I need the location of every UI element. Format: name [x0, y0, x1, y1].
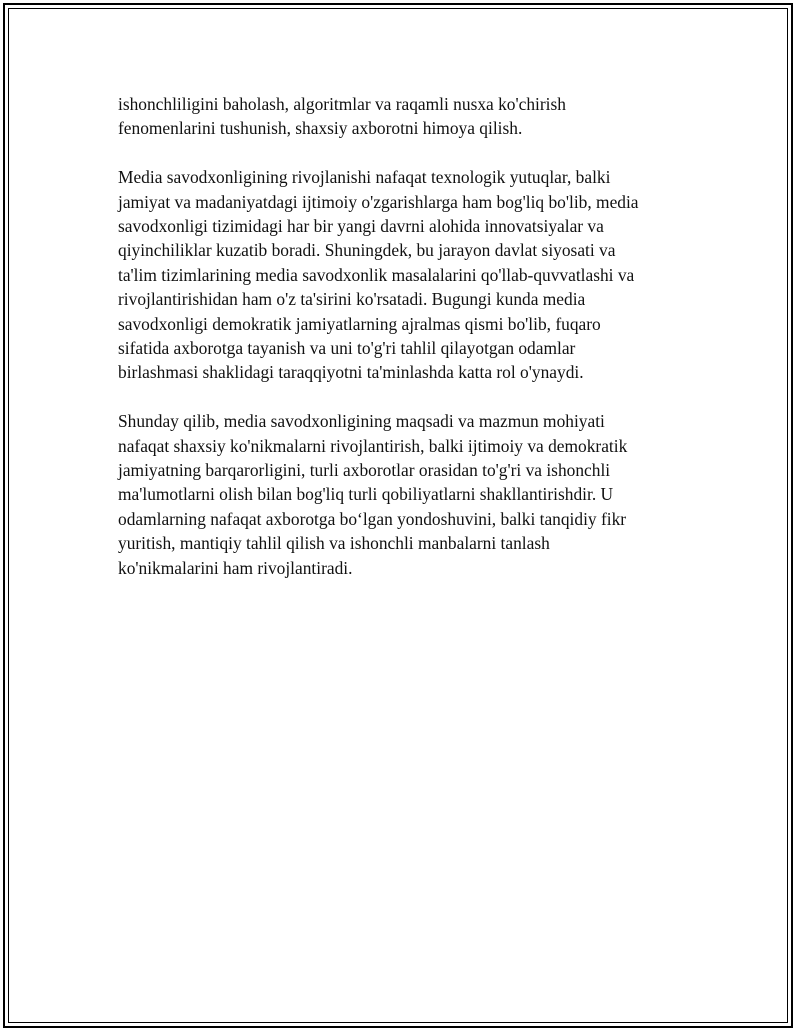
paragraph: Media savodxonligining rivojlanishi nafaqat texnologik yutuqlar, balki jamiyat va madaniyatdagi ijtimoiy o'zgarishlarga ham bog'liq bo'lib, media savodxonligi tizimidagi har bir yangi davrni alohida innovatsiyalar va qiyinchiliklar kuzatib boradi. Shuningdek, bu jarayon davlat siyosati va ta'lim tizimlarining media savodxonlik masalalarini qo'llab-quvvatlashi va rivojlantirishidan ham o'z ta'sirini ko'rsatadi. Bugungi kunda media savodxonligi demokratik jamiyatlarning ajralmas qismi bo'lib, fuqaro sifatida axborotga tayanish va uni to'g'ri tahlil qilayotgan odamlar birlashmasi shaklidagi taraqqiyotni ta'minlashda katta rol o'ynaydi. [118, 167, 639, 383]
document-body [118, 92, 678, 604]
paragraph: Shunday qilib, media savodxonligining maqsadi va mazmun mohiyati nafaqat shaxsiy ko'nikmalarni rivojlantirish, balki ijtimoiy va demokratik jamiyatning barqarorligini, turli axborotlar orasidan to'g'ri va ishonchli ma'lumotlarni olish bilan bog'liq turli qobiliyatlarni shakllantirishdir. U odamlarning nafaqat axborotga bo‘lgan yondoshuvini, balki tanqidiy fikr yuritish, mantiqiy tahlil qilish va ishonchli manbalarni tanlash ko'nikmalarini ham rivojlantiradi. [118, 411, 628, 578]
paragraph: ishonchliligini baholash, algoritmlar va raqamli nusxa ko'chirish fenomenlarini tushunish, shaxsiy axborotni himoya qilish. [118, 94, 566, 139]
